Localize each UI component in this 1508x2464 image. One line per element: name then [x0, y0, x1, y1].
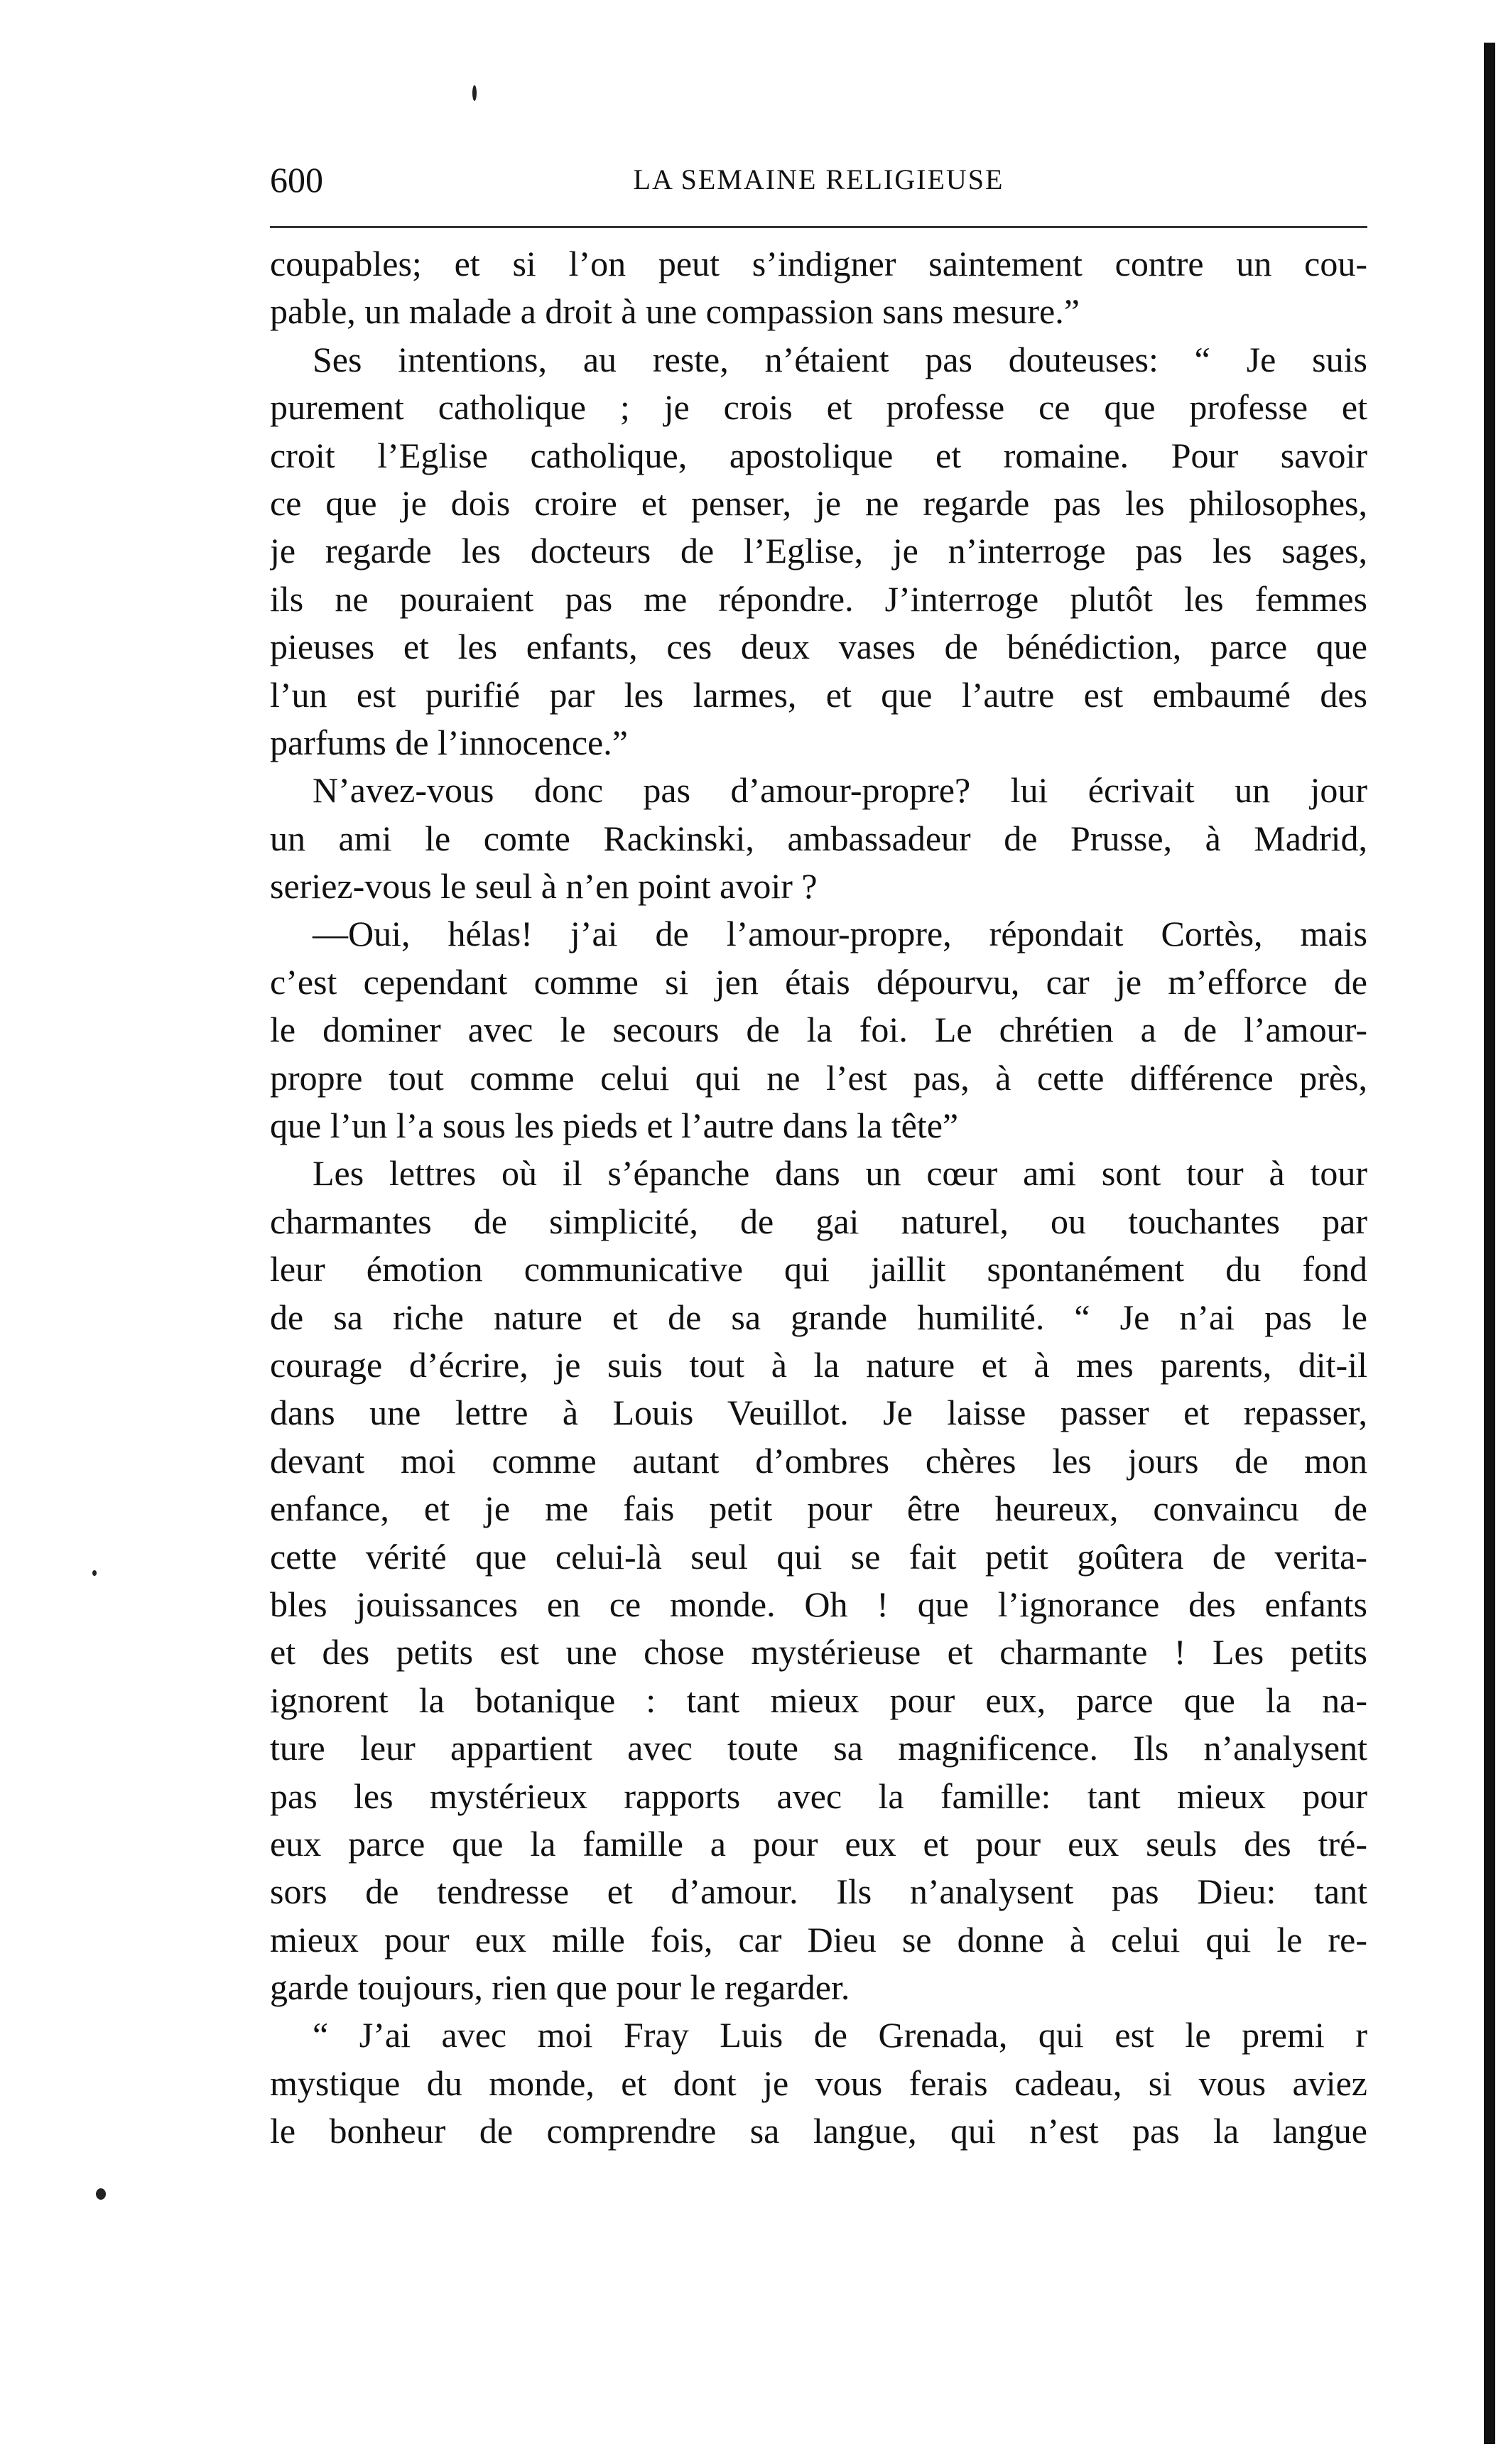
text-line: pas les mystérieux rapports avec la famille: tant mieux pour — [270, 1776, 1367, 1816]
text-line: pable, un malade a droit à une compassion sans mesure.” — [270, 291, 1080, 332]
text-line: et des petits est une chose mystérieuse et charmante ! Les petits — [270, 1632, 1367, 1673]
page-edge-shadow — [1484, 43, 1495, 2444]
scan-speck — [472, 85, 477, 101]
text-line: de sa riche nature et de sa grande humilité. “ Je n’ai pas le — [270, 1297, 1367, 1337]
text-line: pieuses et les enfants, ces deux vases de bénédiction, parce que — [270, 627, 1367, 667]
text-line: que l’un l’a sous les pieds et l’autre dans la tête” — [270, 1106, 959, 1146]
text-line: charmantes de simplicité, de gai naturel, ou touchantes par — [270, 1201, 1367, 1241]
scan-speck — [96, 2188, 106, 2200]
text-line: propre tout comme celui qui ne l’est pas, à cette différence près, — [270, 1057, 1367, 1098]
text-line: Ses intentions, au reste, n’étaient pas douteuses: “ Je suis — [313, 339, 1367, 379]
text-line: un ami le comte Rackinski, ambassadeur de Prusse, à Madrid, — [270, 818, 1367, 858]
text-line: le bonheur de comprendre sa langue, qui n’est pas la langue — [270, 2111, 1367, 2151]
text-line: je regarde les docteurs de l’Eglise, je n’interroge pas les sages, — [270, 531, 1367, 571]
text-line: l’un est purifié par les larmes, et que l’autre est embaumé des — [270, 674, 1367, 715]
text-line: leur émotion communicative qui jaillit spontanément du fond — [270, 1249, 1367, 1290]
text-line: sors de tendresse et d’amour. Ils n’analysent pas Dieu: tant — [270, 1871, 1367, 1912]
text-line: “ J’ai avec moi Fray Luis de Grenada, qui est le premi r — [313, 2015, 1367, 2055]
text-line: cette vérité que celui-là seul qui se fait petit goûtera de verita- — [270, 1536, 1367, 1577]
text-line: mystique du monde, et dont je vous ferais cadeau, si vous aviez — [270, 2063, 1367, 2103]
text-line: dans une lettre à Louis Veuillot. Je laisse passer et repasser, — [270, 1393, 1367, 1433]
text-line: —Oui, hélas! j’ai de l’amour-propre, répondait Cortès, mais — [313, 914, 1367, 954]
scan-speck — [92, 1570, 97, 1576]
running-title: LA SEMAINE RELIGIEUSE — [633, 163, 1004, 195]
body-text — [270, 240, 1367, 2156]
text-line: courage d’écrire, je suis tout à la nature et à mes parents, dit-il — [270, 1344, 1367, 1385]
text-line: coupables; et si l’on peut s’indigner saintement contre un cou- — [270, 244, 1367, 283]
text-line: ils ne pouraient pas me répondre. J’interroge plutôt les femmes — [270, 578, 1367, 619]
text-line: eux parce que la famille a pour eux et pour eux seuls des tré- — [270, 1823, 1367, 1864]
text-line: le dominer avec le secours de la foi. Le chrétien a de l’amour- — [270, 1010, 1367, 1050]
text-line: ce que je dois croire et penser, je ne regarde pas les philosophes, — [270, 482, 1367, 523]
text-line: seriez-vous le seul à n’en point avoir ? — [270, 866, 818, 907]
text-line: mieux pour eux mille fois, car Dieu se donne à celui qui le re- — [270, 1919, 1367, 1960]
text-line: c’est cependant comme si jen étais dépourvu, car je m’efforce de — [270, 961, 1367, 1002]
text-line: garde toujours, rien que pour le regarder. — [270, 1967, 850, 2008]
page-number: 600 — [270, 160, 323, 200]
page-header — [270, 155, 1367, 205]
text-line: purement catholique ; je crois et professe ce que professe et — [270, 387, 1367, 428]
text-line: croit l’Eglise catholique, apostolique et romaine. Pour savoir — [270, 435, 1367, 475]
text-line: enfance, et je me fais petit pour être heureux, convaincu de — [270, 1488, 1367, 1529]
text-line: ignorent la botanique : tant mieux pour eux, parce que la na- — [270, 1680, 1367, 1720]
text-line: devant moi comme autant d’ombres chères les jours de mon — [270, 1440, 1367, 1481]
text-line: Les lettres où il s’épanche dans un cœur ami sont tour à tour — [313, 1153, 1367, 1194]
text-line: bles jouissances en ce monde. Oh ! que l’ignorance des enfants — [270, 1584, 1367, 1624]
header-rule — [270, 226, 1367, 228]
text-line: parfums de l’innocence.” — [270, 722, 628, 762]
text-line: ture leur appartient avec toute sa magnificence. Ils n’analysent — [270, 1728, 1367, 1768]
text-line: N’avez-vous donc pas d’amour-propre? lui écrivait un jour — [313, 770, 1367, 811]
